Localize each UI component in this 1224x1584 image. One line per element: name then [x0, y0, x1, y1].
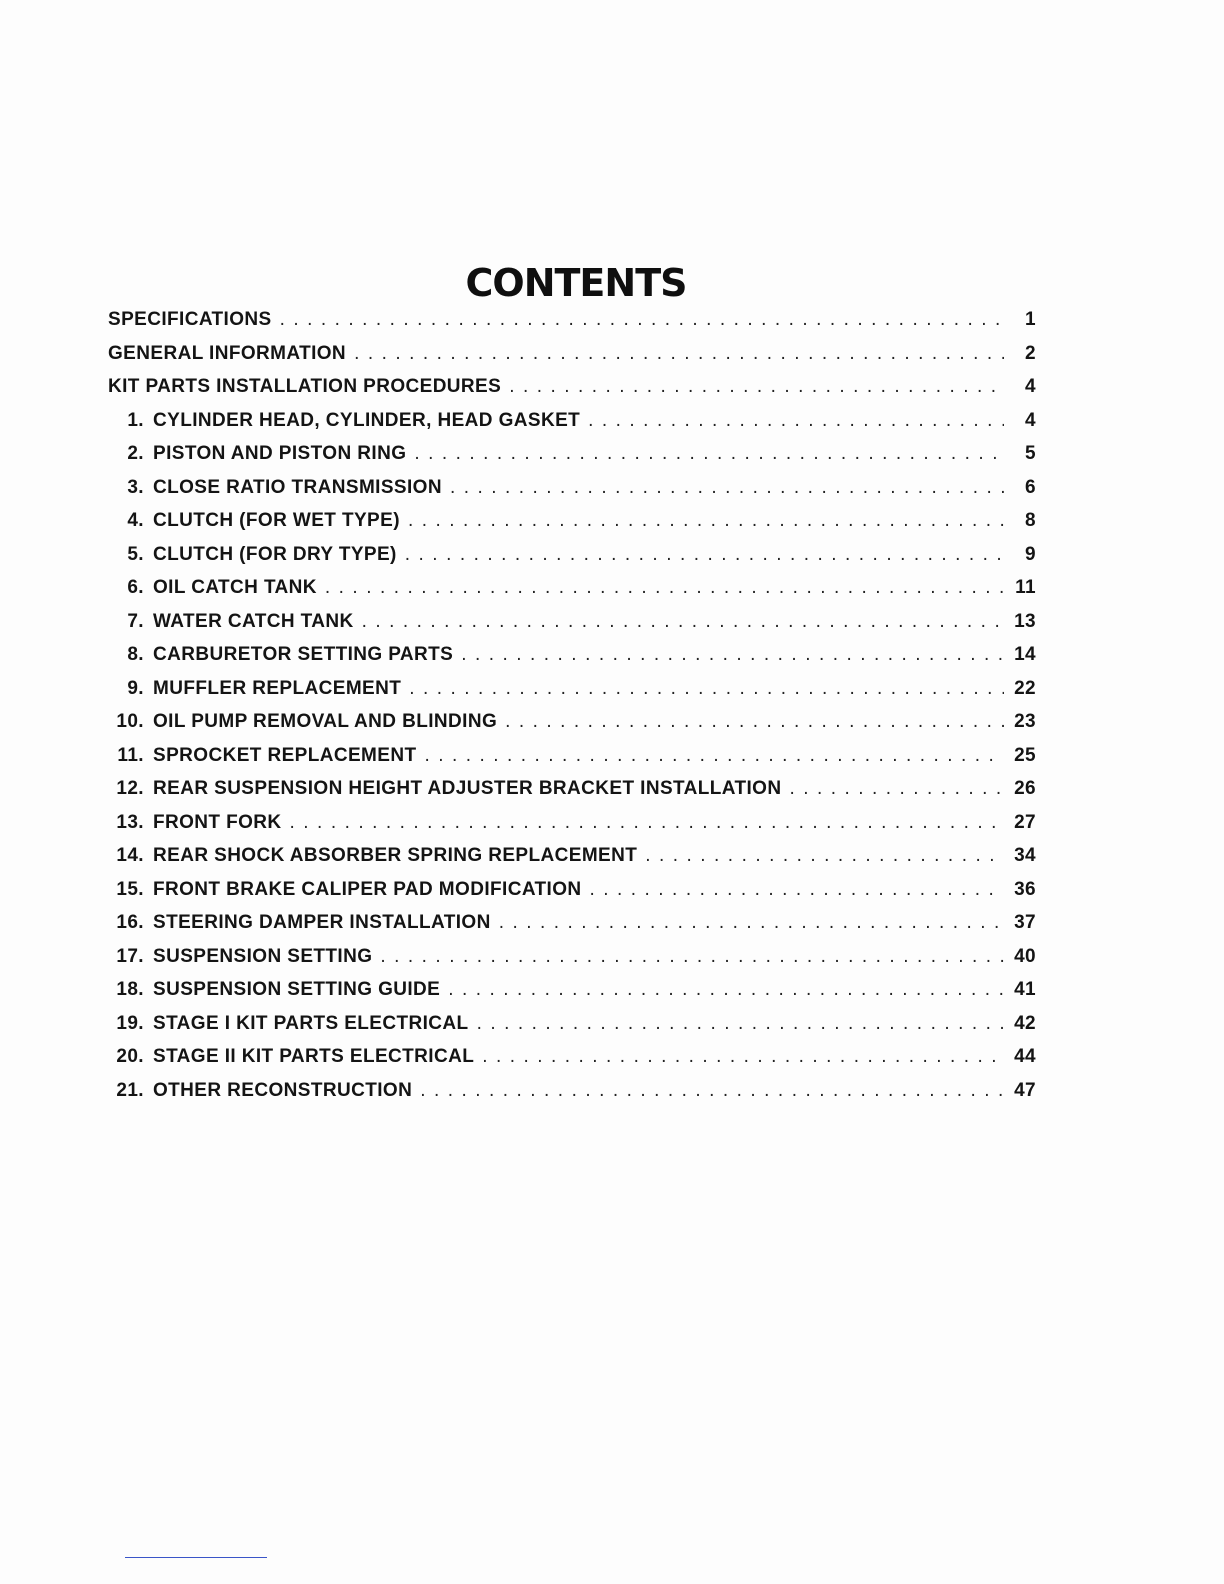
dot-leader: [499, 912, 1004, 934]
toc-entry-number: 5.: [127, 543, 144, 565]
toc-entry[interactable]: [108, 812, 1036, 846]
dot-leader: [290, 812, 1004, 834]
toc-entry[interactable]: [108, 879, 1036, 913]
toc-entry-title: GENERAL INFORMATION: [108, 342, 347, 364]
dot-leader: [380, 946, 1004, 968]
toc-entry-page: 44: [1014, 1046, 1036, 1067]
dot-leader: [420, 1080, 1004, 1102]
toc-entry-title: CLOSE RATIO TRANSMISSION: [153, 476, 442, 498]
toc-entry-page: 9: [1025, 543, 1036, 565]
toc-entry[interactable]: [108, 1013, 1036, 1047]
dot-leader: [414, 443, 1004, 465]
toc-entry-page: 4: [1025, 409, 1036, 431]
toc-entry-page: 1: [1025, 309, 1036, 330]
toc-entry-title: FRONT FORK: [153, 811, 282, 833]
toc-entry-title: OIL CATCH TANK: [153, 577, 317, 598]
toc-entry[interactable]: [108, 778, 1036, 812]
dot-leader: [590, 879, 1004, 901]
toc-entry-page: 2: [1025, 342, 1036, 364]
page-title: CONTENTS: [465, 261, 687, 306]
toc-entry-page: 11: [1015, 577, 1036, 598]
toc-entry[interactable]: [108, 644, 1036, 678]
toc-entry[interactable]: [108, 544, 1036, 578]
toc-entry-title: MUFFLER REPLACEMENT: [153, 677, 402, 699]
toc-entry-page: 8: [1025, 510, 1036, 531]
toc-entry-page: 27: [1014, 811, 1036, 833]
toc-entry-title: REAR SUSPENSION HEIGHT ADJUSTER BRACKET INSTALLATION: [153, 778, 782, 799]
footer-divider: [125, 1557, 267, 1558]
toc-entry-page: 13: [1014, 610, 1036, 632]
toc-entry-number: 13.: [116, 811, 144, 833]
toc-entry-title: FRONT BRAKE CALIPER PAD MODIFICATION: [153, 878, 582, 900]
toc-entry[interactable]: [108, 577, 1036, 611]
toc-entry-number: 11.: [117, 744, 144, 766]
toc-entry-title: REAR SHOCK ABSORBER SPRING REPLACEMENT: [153, 845, 638, 866]
dot-leader: [408, 510, 1004, 532]
toc-entry-title: SPROCKET REPLACEMENT: [153, 744, 417, 766]
toc-entry[interactable]: [108, 912, 1036, 946]
toc-entry[interactable]: [108, 1080, 1036, 1114]
toc-entry-title: CARBURETOR SETTING PARTS: [153, 644, 454, 665]
dot-leader: [424, 745, 1004, 767]
toc-entry-number: 19.: [116, 1012, 144, 1034]
toc-entry-title: CLUTCH (FOR DRY TYPE): [153, 543, 397, 565]
toc-entry-page: 5: [1025, 443, 1036, 464]
toc-entry-number: 4.: [127, 510, 144, 531]
toc-entry-title: PISTON AND PISTON RING: [153, 443, 407, 464]
toc-entry-number: 20.: [116, 1046, 144, 1067]
toc-entry[interactable]: [108, 443, 1036, 477]
toc-entry[interactable]: [108, 343, 1036, 377]
dot-leader: [645, 845, 1004, 867]
toc-entry-page: 4: [1025, 376, 1036, 397]
dot-leader: [477, 1013, 1004, 1035]
dot-leader: [482, 1046, 1004, 1068]
toc-entry-page: 37: [1014, 912, 1036, 933]
table-of-contents: [108, 309, 1036, 1113]
toc-entry-title: STAGE I KIT PARTS ELECTRICAL: [153, 1012, 469, 1034]
dot-leader: [362, 611, 1004, 633]
toc-entry[interactable]: [108, 845, 1036, 879]
toc-entry-number: 7.: [127, 610, 144, 632]
toc-entry-page: 22: [1014, 677, 1036, 699]
toc-entry[interactable]: [108, 979, 1036, 1013]
toc-entry-number: 3.: [127, 476, 144, 498]
dot-leader: [461, 644, 1004, 666]
toc-entry-title: STEERING DAMPER INSTALLATION: [153, 912, 491, 933]
toc-entry[interactable]: [108, 711, 1036, 745]
toc-entry-title: CLUTCH (FOR WET TYPE): [153, 510, 400, 531]
toc-entry-title: OIL PUMP REMOVAL AND BLINDING: [153, 711, 498, 732]
toc-entry-title: SPECIFICATIONS: [108, 309, 272, 330]
toc-entry-title: OTHER RECONSTRUCTION: [153, 1079, 413, 1101]
toc-entry[interactable]: [108, 1046, 1036, 1080]
toc-entry-page: 14: [1014, 644, 1036, 665]
dot-leader: [354, 343, 1004, 365]
dot-leader: [409, 678, 1004, 700]
dot-leader: [789, 778, 1004, 800]
toc-entry-number: 2.: [127, 443, 144, 464]
dot-leader: [505, 711, 1004, 733]
toc-entry[interactable]: [108, 946, 1036, 980]
toc-entry-number: 9.: [127, 677, 144, 699]
toc-entry-number: 12.: [116, 778, 144, 799]
toc-entry[interactable]: [108, 678, 1036, 712]
toc-entry-page: 40: [1014, 945, 1036, 967]
toc-entry-page: 6: [1025, 476, 1036, 498]
toc-entry-title: WATER CATCH TANK: [153, 610, 354, 632]
toc-entry-page: 41: [1014, 979, 1036, 1000]
toc-entry-page: 36: [1014, 878, 1036, 900]
dot-leader: [448, 979, 1004, 1001]
toc-entry-page: 34: [1014, 845, 1036, 866]
dot-leader: [509, 376, 1004, 398]
toc-entry-number: 18.: [116, 979, 144, 1000]
toc-entry-number: 14.: [116, 845, 144, 866]
toc-entry-page: 23: [1014, 711, 1036, 732]
toc-entry-title: SUSPENSION SETTING GUIDE: [153, 979, 441, 1000]
toc-entry-page: 25: [1014, 744, 1036, 766]
toc-entry-number: 15.: [116, 878, 144, 900]
toc-entry[interactable]: [108, 410, 1036, 444]
toc-entry-title: CYLINDER HEAD, CYLINDER, HEAD GASKET: [153, 409, 581, 431]
toc-entry-number: 1.: [127, 409, 144, 431]
toc-entry[interactable]: [108, 745, 1036, 779]
toc-entry[interactable]: [108, 611, 1036, 645]
toc-entry-number: 8.: [127, 644, 144, 665]
toc-entry-number: 21.: [116, 1079, 144, 1101]
toc-entry[interactable]: [108, 477, 1036, 511]
toc-entry-title: STAGE II KIT PARTS ELECTRICAL: [153, 1046, 475, 1067]
toc-entry-number: 6.: [127, 577, 144, 598]
toc-entry-number: 10.: [116, 711, 144, 732]
toc-entry-page: 42: [1014, 1012, 1036, 1034]
toc-entry-number: 16.: [116, 912, 144, 933]
dot-leader: [325, 577, 1004, 599]
toc-entry-page: 26: [1014, 778, 1036, 799]
toc-entry-title: KIT PARTS INSTALLATION PROCEDURES: [108, 376, 502, 397]
toc-entry-number: 17.: [116, 945, 144, 967]
toc-entry[interactable]: [108, 376, 1036, 410]
dot-leader: [405, 544, 1004, 566]
toc-entry-page: 47: [1014, 1079, 1036, 1101]
toc-entry[interactable]: [108, 510, 1036, 544]
dot-leader: [280, 309, 1004, 331]
dot-leader: [588, 410, 1004, 432]
dot-leader: [450, 477, 1004, 499]
toc-entry-title: SUSPENSION SETTING: [153, 945, 373, 967]
toc-entry[interactable]: [108, 309, 1036, 343]
